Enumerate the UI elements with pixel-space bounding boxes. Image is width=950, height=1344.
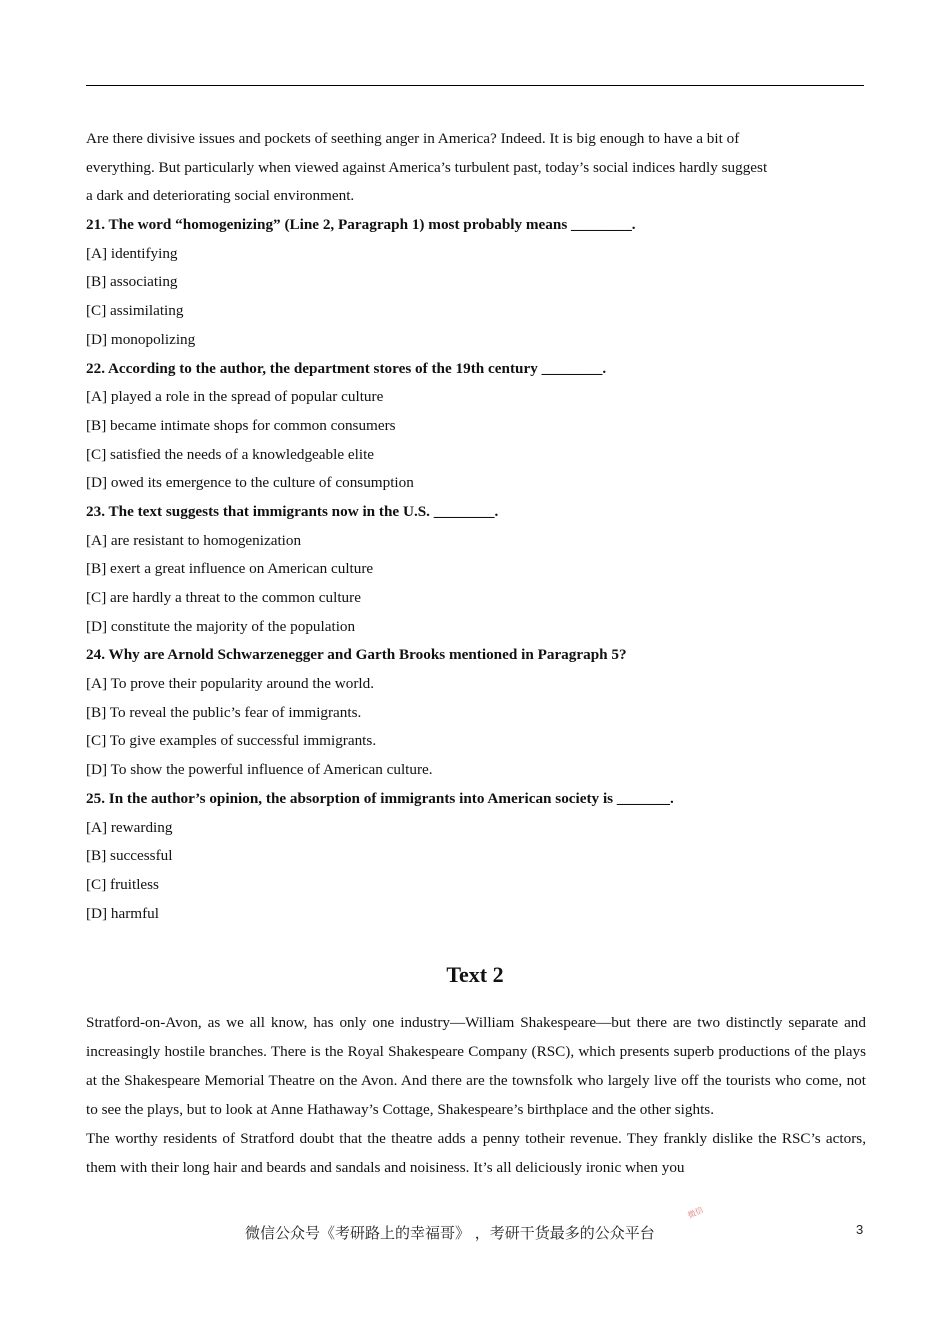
paragraph: Stratford-on-Avon, as we all know, has only one industry—William Shakespeare—but there are two distinctly separate and increasingly hostile branches. There is the Royal Shakespeare Company (RSC), which presents superb productions of the plays at the Shakespeare Memorial Theatre on the Avon. And there are the townsfolk who largely live off the tourists who come, not to see the plays, but to look at Anne Hathaway’s Cottage, Shakespeare’s birthplace and the other sights. bbox=[86, 1014, 866, 1118]
answer-option: [A] are resistant to homogenization bbox=[86, 531, 302, 549]
answer-option: [A] To prove their popularity around the world. bbox=[86, 675, 374, 693]
question-stem: 23. The text suggests that immigrants now in the U.S. ________. bbox=[86, 502, 499, 520]
answer-option: [C] fruitless bbox=[86, 875, 159, 893]
answer-option: [C] are hardly a threat to the common culture bbox=[86, 589, 361, 606]
answer-option: [B] became intimate shops for common consumers bbox=[86, 416, 396, 434]
answer-option: [B] To reveal the public’s fear of immigrants. bbox=[86, 703, 362, 721]
question-stem: 24. Why are Arnold Schwarzenegger and Garth Brooks mentioned in Paragraph 5? bbox=[86, 646, 627, 664]
page-number: 3 bbox=[856, 1222, 864, 1237]
header-rule bbox=[86, 85, 864, 86]
question-stem: 21. The word “homogenizing” (Line 2, Paragraph 1) most probably means ________. bbox=[86, 216, 636, 234]
questions-section bbox=[86, 125, 866, 928]
watermark-stamp: 微信 bbox=[686, 1205, 705, 1221]
answer-option: [A] played a role in the spread of popular culture bbox=[86, 388, 384, 406]
answer-option: [D] monopolizing bbox=[86, 330, 196, 348]
answer-option: [D] constitute the majority of the population bbox=[86, 617, 356, 635]
passage-line: everything. But particularly when viewed against America’s turbulent past, today’s social indices hardly suggest bbox=[86, 158, 768, 176]
question-stem: 22. According to the author, the department stores of the 19th century ________. bbox=[86, 359, 607, 377]
text2-body bbox=[86, 1009, 866, 1182]
answer-option: [C] satisfied the needs of a knowledgeable elite bbox=[86, 445, 375, 463]
answer-option: [C] assimilating bbox=[86, 302, 184, 320]
section-heading: Text 2 bbox=[446, 962, 504, 987]
answer-option: [B] associating bbox=[86, 273, 178, 291]
answer-option: [A] rewarding bbox=[86, 818, 173, 836]
answer-option: [A] identifying bbox=[86, 244, 178, 262]
answer-option: [C] To give examples of successful immigrants. bbox=[86, 732, 377, 750]
page-footer bbox=[0, 1218, 950, 1246]
paragraph: The worthy residents of Stratford doubt that the theatre adds a penny totheir revenue. They frankly dislike the RSC’s actors, them with their long hair and beards and sandals and noisiness. It’s all deliciously ironic when you bbox=[86, 1129, 866, 1176]
answer-option: [B] exert a great influence on American culture bbox=[86, 560, 374, 578]
answer-option: [D] owed its emergence to the culture of consumption bbox=[86, 474, 414, 492]
passage-line: a dark and deteriorating social environment. bbox=[86, 187, 355, 205]
passage-line: Are there divisive issues and pockets of seething anger in America? Indeed. It is big enough to have a bit of bbox=[86, 130, 740, 147]
answer-option: [B] successful bbox=[86, 847, 173, 865]
footer-text: 微信公众号《考研路上的幸福哥》 ，考研干货最多的公众平台 bbox=[245, 1224, 655, 1242]
answer-option: [D] harmful bbox=[86, 904, 159, 922]
answer-option: [D] To show the powerful influence of American culture. bbox=[86, 761, 433, 779]
question-stem: 25. In the author’s opinion, the absorption of immigrants into American society is _______. bbox=[86, 789, 674, 807]
